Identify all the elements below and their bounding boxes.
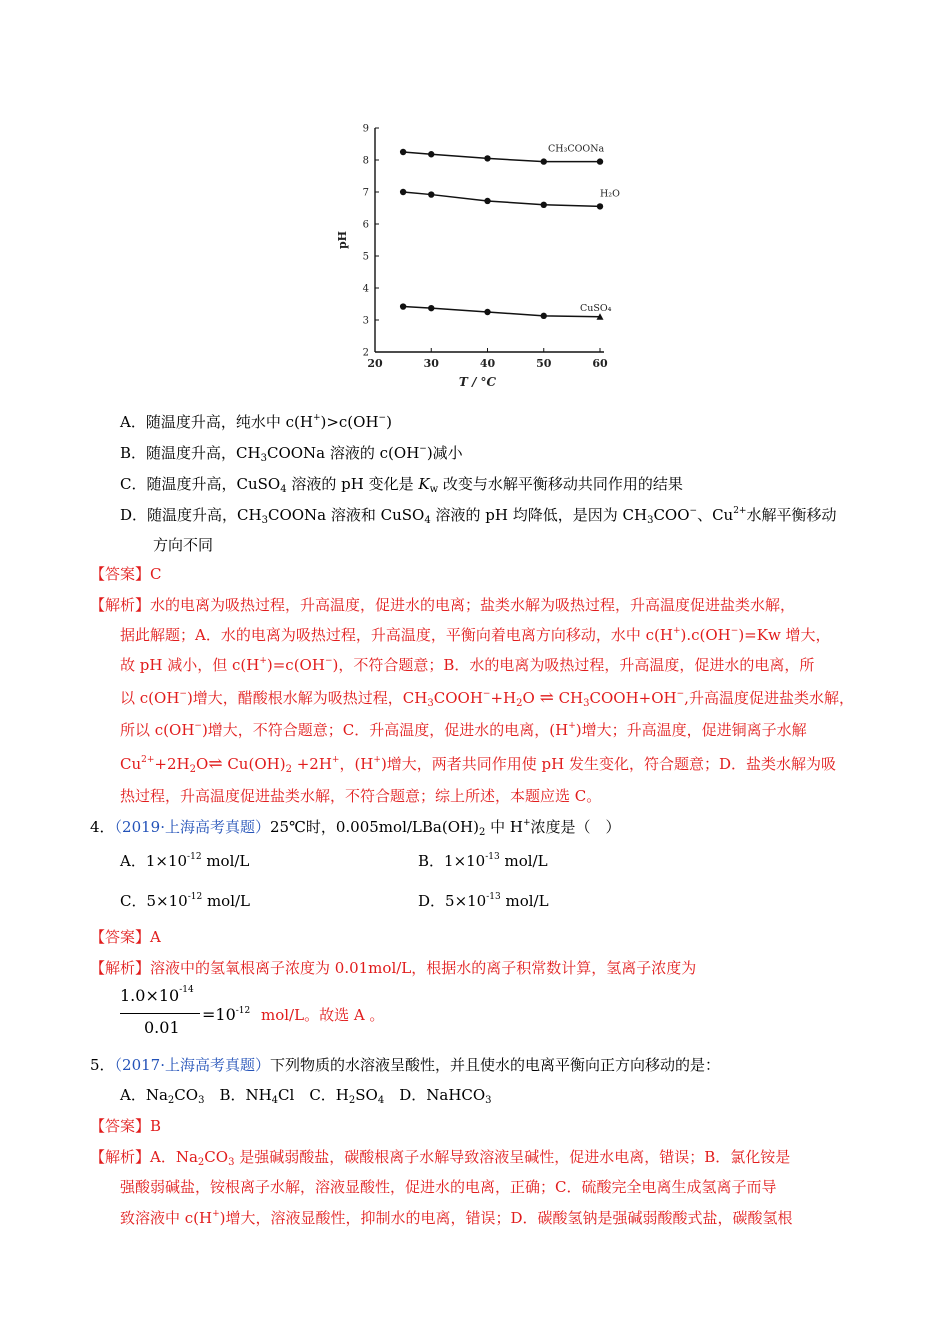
q5-analysis-1: 【解析】A．$Na_2CO_3$ 是强碱弱酸盐，碳酸根离子水解导致溶液呈碱性，促进水电离，错误；B．氯化铵是	[90, 1148, 791, 1168]
q4-source: （2019·上海高考真题）	[114, 818, 270, 836]
data-point-CuSO4	[541, 313, 547, 319]
q5-answer: 【答案】B	[90, 1117, 162, 1135]
y-axis-label: pH	[336, 230, 349, 250]
x-tick-label: 50	[536, 357, 552, 370]
y-tick-label: 4	[362, 283, 369, 295]
y-tick-label: 5	[362, 251, 369, 263]
q4-option-c: C．$5\times 10^{-12}$ mol/L	[120, 892, 251, 910]
q4-fraction-result: $=10^{-12}$	[202, 1005, 251, 1024]
data-point-CH3COONa	[400, 149, 406, 155]
data-point-CuSO4	[484, 309, 490, 315]
data-point-CuSO4	[428, 305, 434, 311]
data-point-H2O	[484, 198, 490, 204]
series-label-H2O: H₂O	[600, 188, 620, 200]
x-tick-label: 40	[479, 357, 496, 370]
x-tick-label: 60	[592, 357, 608, 370]
q3-analysis-5: 所以 c(OH−)增大，不符合题意；C．升高温度，促进水的电离，(H+)增大；升高温度，促进铜离子水解	[120, 721, 807, 739]
q3-analysis-1: 【解析】水的电离为吸热过程，升高温度，促进水的电离；盐类水解为吸热过程，升高温度促进盐类水解，	[90, 596, 796, 614]
q3-option-d: D．随温度升高，$CH_3COONa$ 溶液和 CuSO$_4$ 溶液的 pH 均降低，是因为 $CH_3COO^-$、$Cu^{2+}$水解平衡移动	[120, 506, 837, 526]
q4-option-b: B．$1\times 10^{-13}$ mol/L	[418, 852, 548, 870]
q5-stem: 5．（2017·上海高考真题）下列物质的水溶液呈酸性，并且使水的电离平衡向正方向移动的是：	[90, 1056, 721, 1074]
y-tick-label: 2	[362, 347, 369, 359]
x-tick-label: 30	[423, 357, 439, 370]
q4-answer: 【答案】A	[90, 928, 161, 946]
y-tick-label: 8	[362, 155, 369, 167]
y-tick-label: 7	[362, 187, 369, 199]
x-tick-label: 20	[367, 357, 383, 370]
q3-analysis-7: 热过程，升高温度促进盐类水解，不符合题意；综上所述，本题应选 C。	[120, 787, 602, 805]
q4-analysis-1: 【解析】溶液中的氢氧根离子浓度为 0.01mol/L，根据水的离子积常数计算，氢离子浓度为	[90, 959, 697, 977]
y-tick-label: 3	[362, 315, 369, 327]
ph-temperature-chart	[330, 118, 630, 400]
data-point-CH3COONa	[484, 155, 490, 161]
y-tick-label: 6	[362, 219, 369, 231]
q4-option-d: D．$5\times 10^{-13}$ mol/L	[418, 892, 549, 910]
data-point-H2O	[597, 203, 603, 209]
q5-analysis-2: 强酸弱碱盐，铵根离子水解，溶液显酸性，促进水的电离，正确；C．硫酸完全电离生成氢离子而导	[120, 1178, 777, 1196]
q4-stem: 4．（2019·上海高考真题）25℃时，$0.005mol/LBa(OH)_2$ 中 H+浓度是（ ）	[90, 818, 621, 838]
data-point-H2O	[428, 191, 434, 197]
x-axis-label: T / °C	[458, 375, 497, 389]
q3-option-d-cont: 方向不同	[153, 536, 214, 554]
q3-option-c: C．随温度升高，CuSO$_4$ 溶液的 pH 变化是 $K_w$ 改变与水解平衡移动共同作用的结果	[120, 475, 683, 495]
q4-option-a: A．$1\times 10^{-12}$ mol/L	[120, 852, 250, 870]
fraction-bar	[120, 1013, 200, 1014]
data-point-CH3COONa	[428, 151, 434, 157]
data-point-CuSO4	[400, 303, 406, 309]
data-point-CH3COONa	[597, 158, 603, 164]
series-label-CuSO4: CuSO₄	[580, 302, 612, 314]
data-point-H2O	[541, 202, 547, 208]
y-tick-label: 9	[362, 123, 369, 135]
q5-source: （2017·上海高考真题）	[114, 1056, 270, 1074]
data-point-CH3COONa	[541, 158, 547, 164]
series-label-CH3COONa: CH₃COONa	[548, 143, 605, 155]
q3-analysis-2: 据此解题；A．水的电离为吸热过程，升高温度，平衡向着电离方向移动，水中 c(H+).c(OH−)=Kw 增大，	[120, 626, 831, 644]
q3-option-a: A．随温度升高，纯水中 c(H+)>c(OH−)	[120, 413, 392, 431]
q3-analysis-3: 故 pH 减小，但 c(H+)=c(OH−)，不符合题意；B．水的电离为吸热过程，升高温度，促进水的电离，所	[120, 656, 815, 674]
q3-analysis-4: 以 c(OH−)增大，醋酸根水解为吸热过程，$CH_3COOH^-+H_2O$ ⇌ $CH_3COOH+OH^-$,升高温度促进盐类水解，	[120, 688, 854, 709]
q4-fraction-tail: mol/L。故选 A 。	[261, 1006, 385, 1024]
q4-fraction	[120, 986, 200, 1042]
fraction-denominator: 0.01	[144, 1018, 180, 1037]
q3-option-b: B．随温度升高，$CH_3COONa$ 溶液的 c(OH−)减小	[120, 444, 463, 464]
q5-options: A．$Na_2CO_3$ B．$NH_4Cl$ C．$H_2SO_4$ D．NaHCO$_3$	[120, 1086, 492, 1106]
fraction-numerator: $1.0\times 10^{-14}$	[120, 985, 194, 1005]
data-point-H2O	[400, 189, 406, 195]
q5-analysis-3: 致溶液中 c(H+)增大，溶液显酸性，抑制水的电离，错误；D．碳酸氢钠是强碱弱酸酸式盐，碳酸氢根	[120, 1209, 793, 1227]
q3-answer: 【答案】C	[90, 565, 162, 583]
q3-analysis-6: $Cu^{2+}+2H_2O\rightleftharpoons$ $Cu(OH)_2 +2H^+$，(H+)增大，两者共同作用使 pH 发生变化，符合题意；D．盐类水解为吸	[120, 754, 837, 775]
